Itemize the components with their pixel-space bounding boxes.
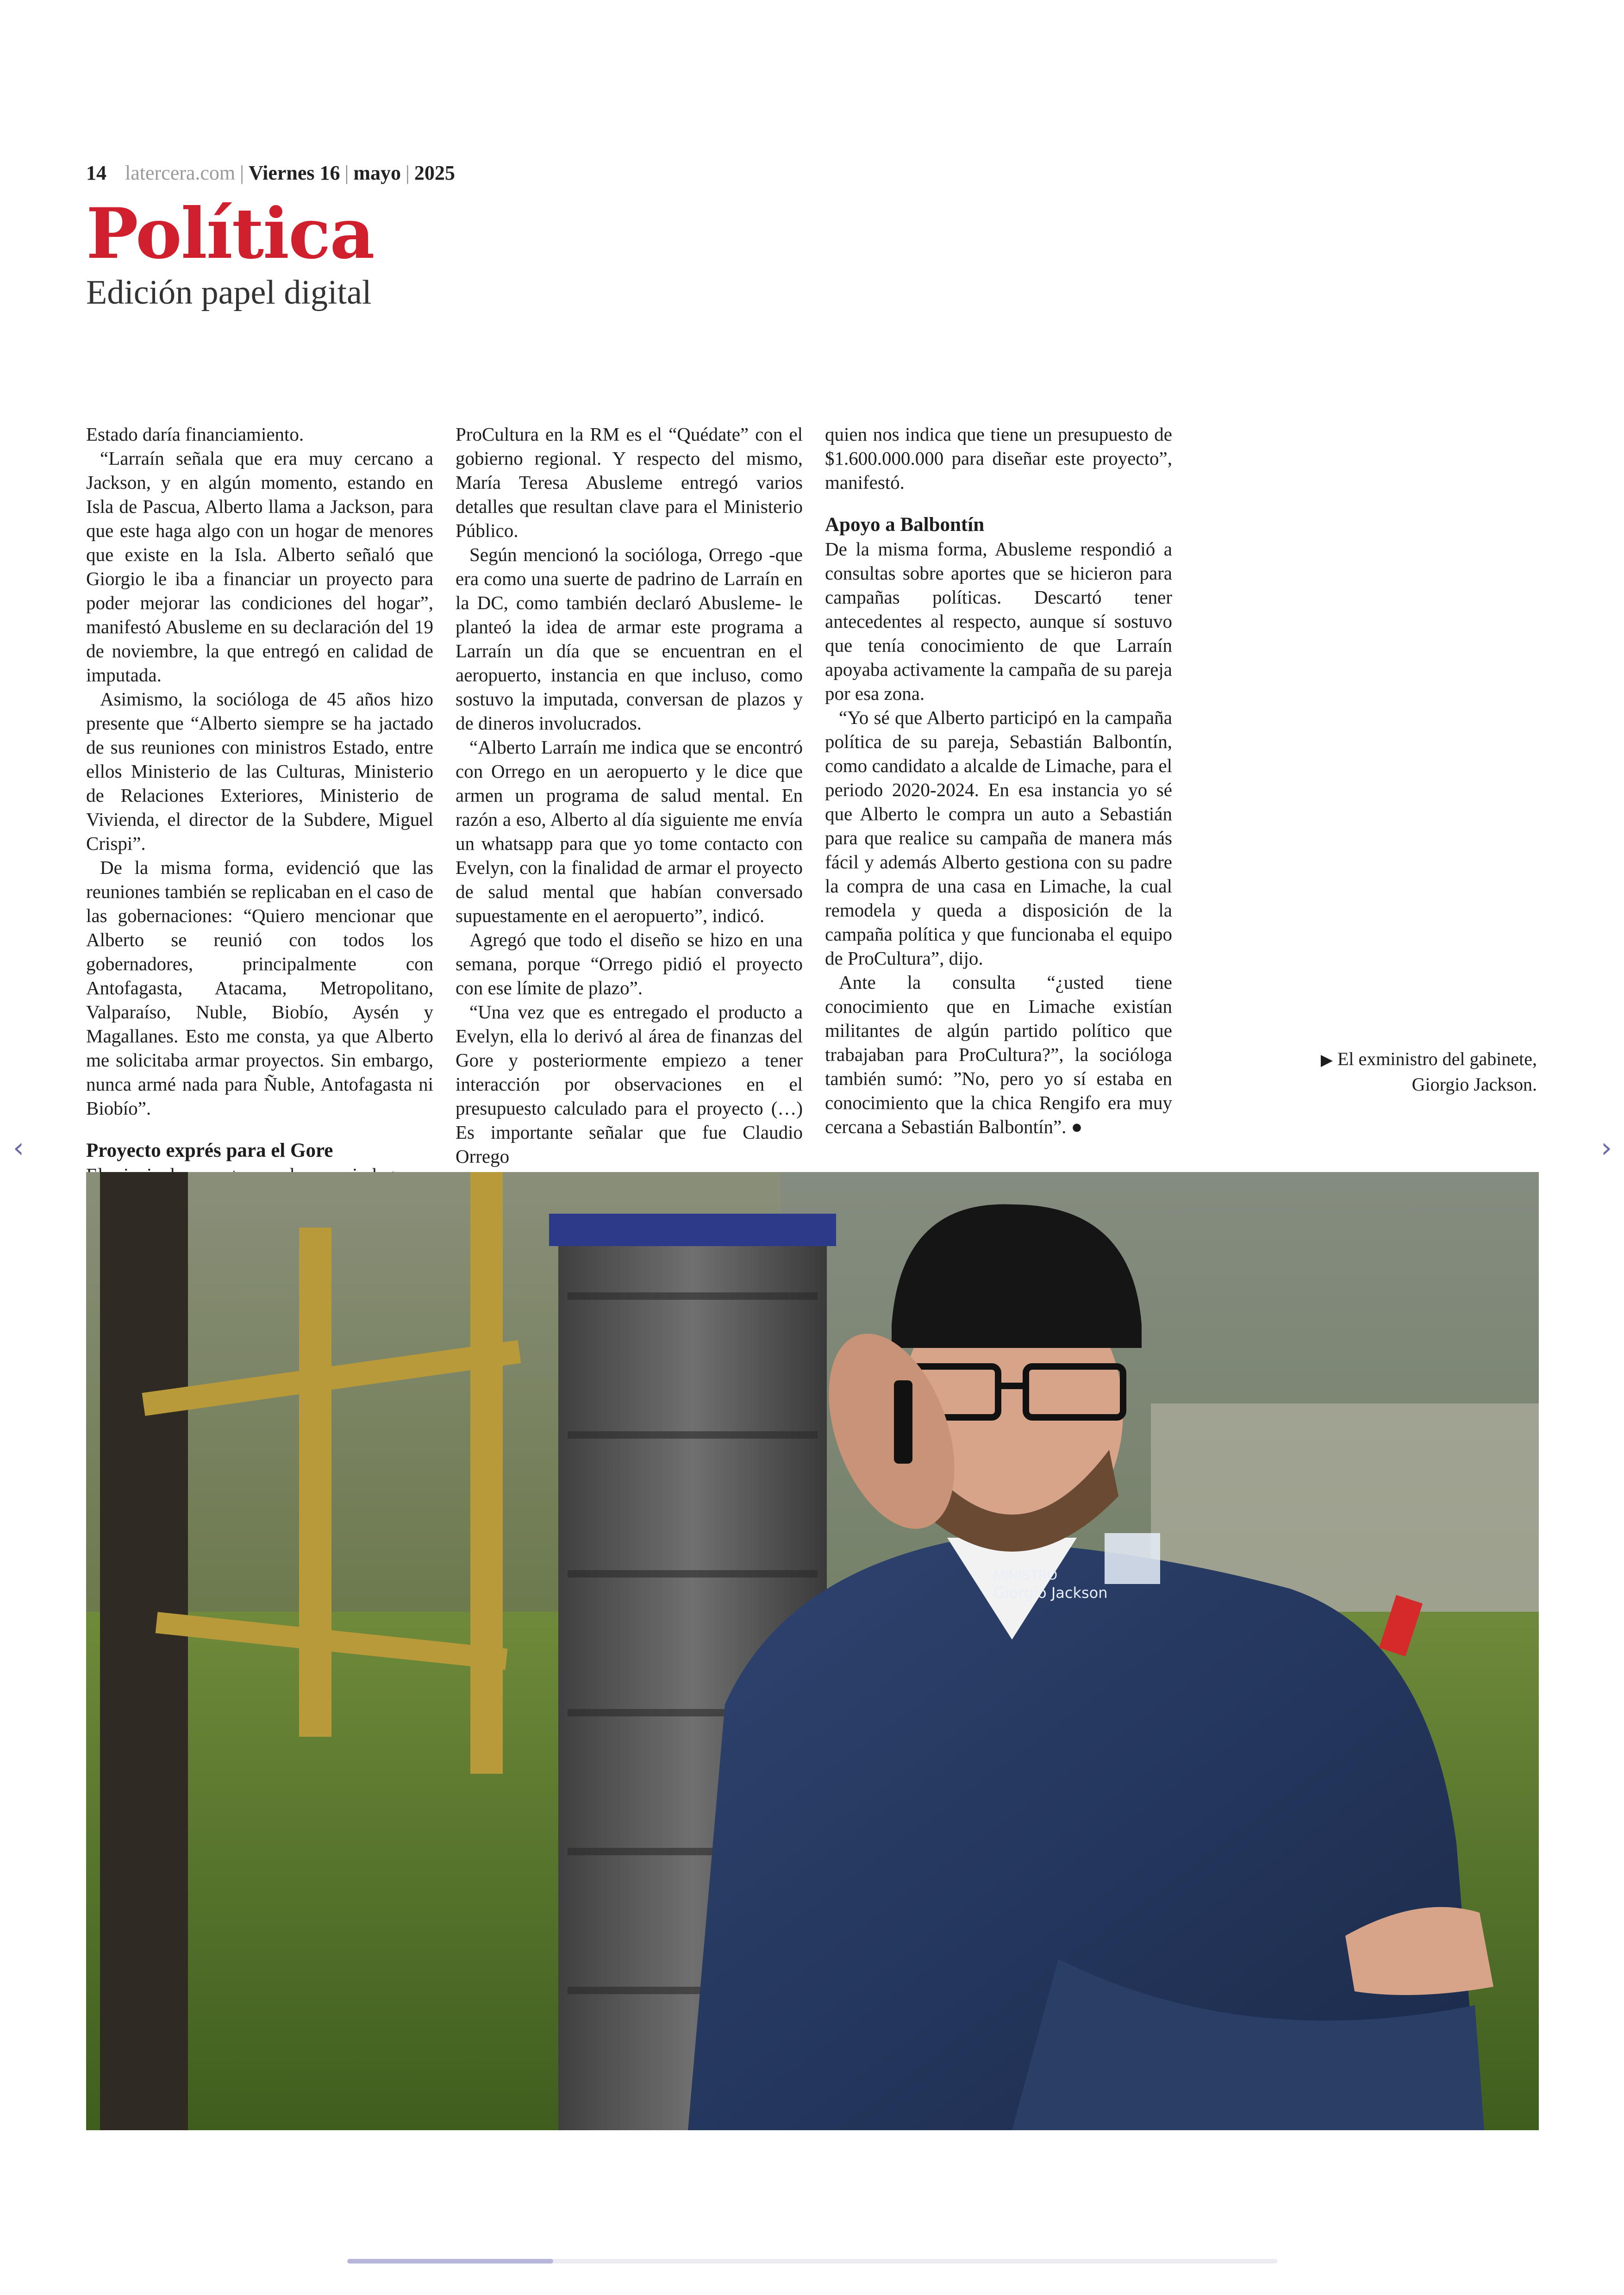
issue-day: Viernes 16 (248, 162, 340, 184)
issue-month: mayo (353, 162, 401, 184)
article-photo (86, 1172, 1539, 2130)
jacket-text-ministro: MINISTRO (993, 1567, 1057, 1583)
jacket-text-name: Giorgio Jackson (993, 1584, 1108, 1602)
article-column-3 (825, 422, 1172, 1139)
page-folio: 14 latercera.com | Viernes 16 | mayo | 2025 (86, 162, 455, 184)
paragraph: “Alberto Larraín me indica que se encontró con Orrego en un aeropuerto y le dice que armen un programa de salud mental. En razón a eso, Alberto al día siguiente me envía un whatsapp para que yo tome contacto con Evelyn, con la finalidad de armar el proyecto de salud mental que habían conversado supuestamente en el aeropuerto”, indicó. (456, 736, 803, 926)
paragraph (825, 970, 1172, 1139)
scrollbar-thumb[interactable] (347, 2259, 553, 2264)
paragraph: Agregó que todo el diseño se hizo en una semana, porque “Orrego pidió el proyecto con ese límite de plazo”. (456, 929, 803, 998)
caption-arrow-icon: ▶ (1320, 1052, 1333, 1069)
paragraph: De la misma forma, evidenció que las reuniones también se replicaban en el caso de las gobernaciones: “Quiero mencionar que Alberto se reunió con todos los gobernadores, principalmente con Antofagasta, Atacama, Metropolitano, Valparaíso, Nuble, Biobío, Aysén y Magallanes. Esto me consta, ya que Alberto me solicitaba armar proyectos. Sin embargo, nunca armé nada para Ñuble, Antofagasta ni Biobío”. (86, 857, 433, 1119)
prev-page-chevron-icon[interactable]: ‹ (13, 1132, 24, 1164)
photo-illustration (86, 1172, 1539, 2130)
paragraph: Estado daría financiamiento. (86, 424, 304, 445)
paragraph: “Yo sé que Alberto participó en la campaña política de su pareja, Sebastián Balbontín, como candidato a alcalde de Limache, para el periodo 2020-2024. En esa instancia yo sé que Alberto le compra un auto a Sebastián para que realice su campaña de manera más fácil y además Alberto gestiona con su padre la compra de una casa en Limache, la cual remodela y queda a disposición de la campaña política y que funcionaba el equipo de ProCultura”, dijo. (825, 707, 1172, 969)
end-mark-icon: ● (1071, 1116, 1083, 1137)
paragraph: ProCultura en la RM es el “Quédate” con el gobierno regional. Y respecto del mismo, María Teresa Abusleme entregó varios detalles que resultan clave para el Ministerio Público. (456, 424, 803, 541)
caption-line-2: Giorgio Jackson. (1412, 1074, 1537, 1095)
article-column-2 (456, 422, 803, 1168)
horizontal-scrollbar[interactable] (347, 2259, 1278, 2264)
paragraph: “Larraín señala que era muy cercano a Jackson, y en algún momento, estando en Isla de Pascua, Alberto llama a Jackson, para que este haga algo con un hogar de menores que existe en la Isla. Alberto señaló que Giorgio le iba a financiar un proyecto para poder mejorar las condiciones del hogar”, manifestó Abusleme en su declaración del 19 de noviembre, la que entregó en calidad de imputada. (86, 448, 433, 686)
issue-year: 2025 (414, 162, 455, 184)
subheading-apoyo-balbontin: Apoyo a Balbontín (825, 514, 985, 536)
article-column-1 (86, 422, 433, 1187)
caption-line-1: El exministro del gabinete, (1337, 1048, 1537, 1069)
paragraph: quien nos indica que tiene un presupuesto de $1.600.000.000 para diseñar este proyecto”, manifestó. (825, 424, 1172, 493)
next-page-chevron-icon[interactable]: › (1601, 1132, 1612, 1164)
paragraph: Asimismo, la socióloga de 45 años hizo presente que “Alberto siempre se ha jactado de sus reuniones con ministros Estado, entre ellos Ministerio de las Culturas, Ministerio de Relaciones Exteriores, Ministerio de Vivienda, el director de la Subdere, Miguel Crispi”. (86, 688, 433, 854)
paragraph: Según mencionó la socióloga, Orrego -que era como una suerte de padrino de Larraín en la DC, como también declaró Abusleme- le planteó la idea de armar este programa a Larraín un día que se encuentran en el aeropuerto, instancia en que incluso, como sostuvo la imputada, conversan de plazos y de dineros involucrados. (456, 544, 803, 734)
page-number: 14 (86, 162, 106, 184)
paragraph: De la misma forma, Abusleme respondió a consultas sobre aportes que se hicieron para campañas políticas. Descartó tener antecedentes al respecto, aunque sí sostuvo que tenía conocimiento de que Larraín apoyaba activamente la campaña de su pareja por esa zona. (825, 538, 1172, 704)
paragraph: “Una vez que es entregado el producto a Evelyn, ella lo derivó al área de finanzas del Gore y posteriormente empiezo a tener interacción por observaciones en el presupuesto calculado para el proyecto (…) Es importante señalar que fue Claudio Orrego (456, 1001, 803, 1167)
paragraph-text: Ante la consulta “¿usted tiene conocimiento que en Limache existían militantes de algún partido político que trabajaban para ProCultura?”, la socióloga también sumó: ”No, pero yo sí estaba en conocimiento que la chica Rengifo era muy cercana a Sebastián Balbontín”. (825, 972, 1172, 1137)
site-name: latercera.com (125, 162, 236, 184)
section-subtitle: Edición papel digital (86, 274, 372, 312)
photo-caption (1296, 1047, 1537, 1097)
subheading-proyecto-expres: Proyecto exprés para el Gore (86, 1140, 333, 1161)
section-title: Política (86, 193, 374, 274)
